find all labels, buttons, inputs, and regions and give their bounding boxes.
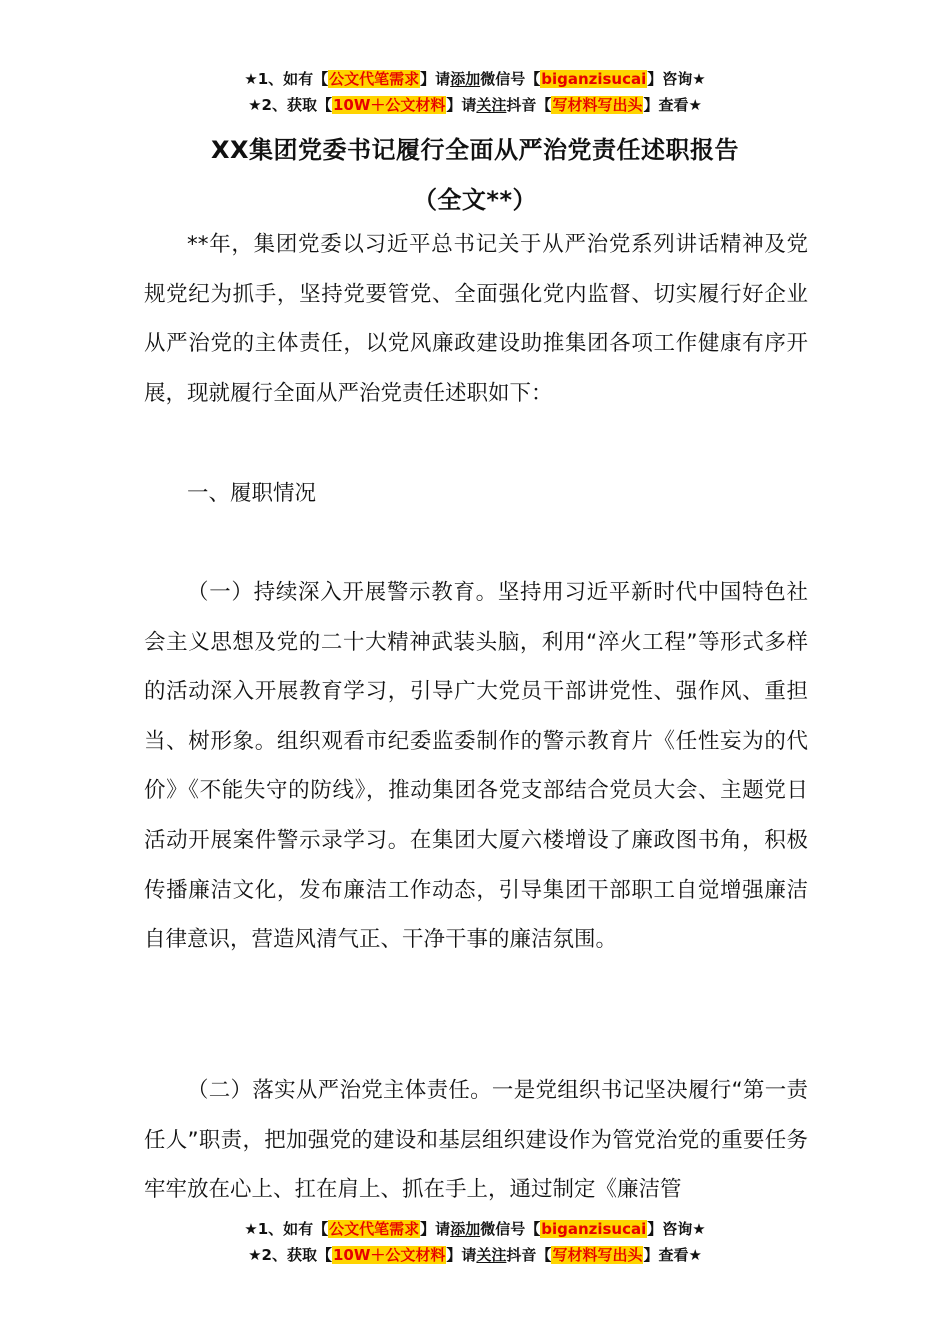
promo-text: 】咨询★ (647, 1220, 706, 1238)
promo-line-1 (0, 66, 950, 92)
body-paragraph-1: （一）持续深入开展警示教育。坚持用习近平新时代中国特色社会主义思想及党的二十大精神武装头脑，利用“淬火工程”等形式多样的活动深入开展教育学习，引导广大党员干部讲党性、强作风、重担当、树形象。组织观看市纪委监委制作的警示教育片《任性妄为的代价》《不能失守的防线》，推动集团各党支部结合党员大会、主题党日活动开展案件警示录学习。在集团大厦六楼增设了廉政图书角，积极传播廉洁文化，发布廉洁工作动态，引导集团干部职工自觉增强廉洁自律意识，营造风清气正、干净干事的廉洁氛围。 (144, 580, 808, 953)
bottom-promo-banner (0, 1216, 950, 1268)
promo-text: 】查看★ (643, 1246, 702, 1264)
promo-highlight: 10W＋公文材料 (332, 1246, 446, 1264)
promo-text: ★2、获取【 (248, 96, 332, 114)
promo-underlined: 添加 (450, 70, 481, 88)
promo-text: ★1、如有【 (244, 1220, 329, 1238)
promo-underlined: 关注 (476, 96, 507, 114)
promo-line-2 (0, 92, 950, 118)
promo-text: 】请 (420, 1220, 451, 1238)
promo-underlined: 添加 (450, 1220, 481, 1238)
promo-text: 】查看★ (643, 96, 702, 114)
body-paragraph-2: （二）落实从严治党主体责任。一是党组织书记坚决履行“第一责任人”职责，把加强党的建设和基层组织建设作为管党治党的重要任务牢牢放在心上、扛在肩上、抓在手上，通过制定《廉洁管 (144, 1078, 808, 1203)
section-heading: 一、履职情况 (187, 481, 317, 506)
promo-text: 】请 (446, 96, 477, 114)
intro-paragraph: **年，集团党委以习近平总书记关于从严治党系列讲话精神及党规党纪为抓手，坚持党要管党、全面强化党内监督、切实履行好企业从严治党的主体责任，以党风廉政建设助推集团各项工作健康有序开展，现就履行全面从严治党责任述职如下： (144, 232, 808, 406)
promo-highlight: 10W＋公文材料 (332, 96, 446, 114)
promo-text: 】请 (420, 70, 451, 88)
promo-underlined: 关注 (476, 1246, 507, 1264)
top-promo-banner (0, 66, 950, 118)
promo-highlight: 写材料写出头 (552, 96, 643, 114)
promo-text: 抖音【 (506, 96, 552, 114)
promo-text: ★1、如有【 (244, 70, 329, 88)
promo-line-2 (0, 1242, 950, 1268)
promo-highlight: biganzisucai (541, 70, 647, 88)
promo-text: ★2、获取【 (248, 1246, 332, 1264)
document-title: XX集团党委书记履行全面从严治党责任述职报告 (210, 136, 739, 164)
promo-highlight: biganzisucai (541, 1220, 647, 1238)
promo-line-1 (0, 1216, 950, 1242)
promo-highlight: 写材料写出头 (552, 1246, 643, 1264)
promo-highlight: 公文代笔需求 (329, 70, 420, 88)
promo-text: 抖音【 (506, 1246, 552, 1264)
promo-text: 】请 (446, 1246, 477, 1264)
promo-highlight: 公文代笔需求 (329, 1220, 420, 1238)
promo-text: 微信号【 (480, 70, 541, 88)
promo-text: 微信号【 (480, 1220, 541, 1238)
promo-text: 】咨询★ (647, 70, 706, 88)
document-subtitle: （全文**） (412, 186, 538, 214)
